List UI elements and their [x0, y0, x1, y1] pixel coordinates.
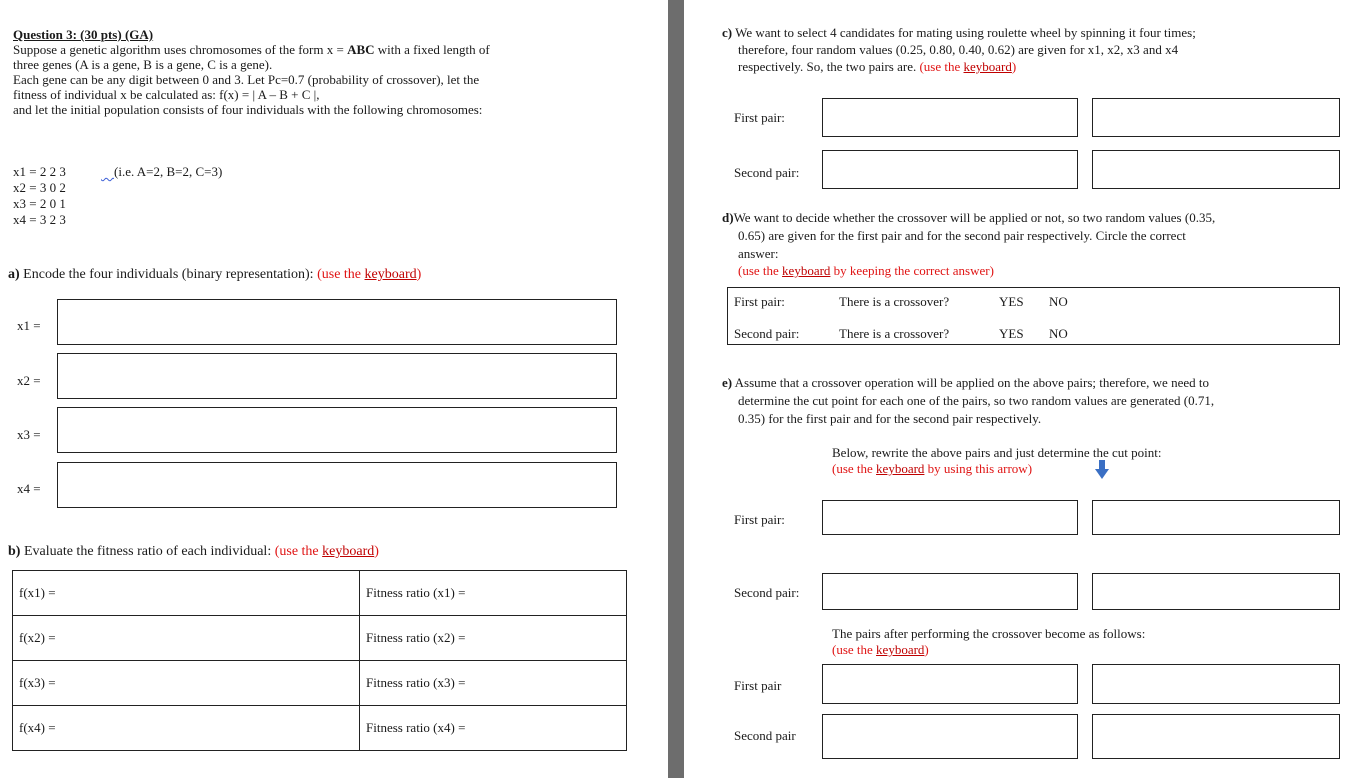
field-label-x1: x1 =: [17, 318, 41, 333]
c-first-pair-input-2[interactable]: [1092, 98, 1340, 137]
e-after-first-pair-input-2[interactable]: [1092, 664, 1340, 704]
field-label-x3: x3 =: [17, 427, 41, 442]
intro-line-1: Suppose a genetic algorithm uses chromosomes of the form x = ABC with a fixed length of: [13, 42, 490, 57]
intro-line-4: fitness of individual x be calculated as: f(x) = | A – B + C |,: [13, 87, 320, 102]
d-row-1-yes-option[interactable]: YES: [999, 294, 1024, 309]
intro-line-3: Each gene can be any digit between 0 and 3. Let Pc=0.7 (probability of crossover), let the: [13, 72, 480, 87]
part-e-first-pair-label: First pair:: [734, 512, 785, 527]
part-c-first-pair-label: First pair:: [734, 110, 785, 125]
individual-x4: x4 = 3 2 3: [13, 212, 66, 227]
fitness-ratio-x4-cell[interactable]: Fitness ratio (x4) =: [360, 706, 627, 751]
down-arrow-icon[interactable]: [1095, 460, 1109, 480]
f-x2-cell[interactable]: f(x2) =: [13, 616, 360, 661]
e-second-pair-input-2[interactable]: [1092, 573, 1340, 610]
fitness-ratio-x1-cell[interactable]: Fitness ratio (x1) =: [360, 571, 627, 616]
part-e-hint-2: (use the keyboard): [832, 642, 929, 657]
part-e-line-1: e) Assume that a crossover operation will be applied on the above pairs; therefore, we need to: [722, 375, 1209, 390]
field-label-x4: x4 =: [17, 481, 41, 496]
fitness-ratio-x2-cell[interactable]: Fitness ratio (x2) =: [360, 616, 627, 661]
c-second-pair-input-2[interactable]: [1092, 150, 1340, 189]
part-e-instruction: Below, rewrite the above pairs and just determine the cut point:: [832, 445, 1162, 460]
e-after-second-pair-input-1[interactable]: [822, 714, 1078, 759]
part-e-line-2: determine the cut point for each one of the pairs, so two random values are generated (0.71,: [738, 393, 1215, 408]
table-row: [13, 571, 627, 616]
part-d-hint: (use the keyboard by keeping the correct answer): [738, 263, 994, 278]
d-row-2-pair: Second pair:: [734, 326, 800, 341]
e-after-second-pair-input-2[interactable]: [1092, 714, 1340, 759]
page-gutter: [668, 0, 684, 778]
part-e-second-pair-label: Second pair:: [734, 585, 800, 600]
individual-x3: x3 = 2 0 1: [13, 196, 66, 211]
question-title: Question 3: (30 pts) (GA): [13, 27, 154, 42]
e-after-first-pair-input-1[interactable]: [822, 664, 1078, 704]
intro-line-5: and let the initial population consists of four individuals with the following chromosomes:: [13, 102, 483, 117]
d-row-2-yes-option[interactable]: YES: [999, 326, 1024, 341]
x3-encoding-input[interactable]: [57, 407, 617, 453]
part-c-second-pair-label: Second pair:: [734, 165, 800, 180]
table-row: [13, 616, 627, 661]
individual-x2: x2 = 3 0 2: [13, 180, 66, 195]
part-e-line-3: 0.35) for the first pair and for the second pair respectively.: [738, 411, 1042, 426]
x2-encoding-input[interactable]: [57, 353, 617, 399]
part-a-heading: a) Encode the four individuals (binary representation): (use the keyboard): [8, 267, 422, 282]
e-first-pair-input-2[interactable]: [1092, 500, 1340, 535]
e-first-pair-input-1[interactable]: [822, 500, 1078, 535]
c-first-pair-input-1[interactable]: [822, 98, 1078, 137]
part-c-line-1: c) We want to select 4 candidates for mating using roulette wheel by spinning it four times;: [722, 25, 1196, 40]
part-e-second-pair-after-label: Second pair: [734, 728, 796, 743]
crossover-decision-box: [727, 287, 1340, 345]
part-d-line-1: d)We want to decide whether the crossover will be applied or not, so two random values (0.35,: [722, 210, 1216, 225]
d-row-1-no-option[interactable]: NO: [1049, 294, 1068, 309]
part-a-hint: (use the keyboard): [317, 267, 422, 282]
field-label-x2: x2 =: [17, 373, 41, 388]
part-b-hint: (use the keyboard): [274, 544, 379, 559]
d-row-1-question: There is a crossover?: [839, 294, 950, 309]
f-x3-cell[interactable]: f(x3) =: [13, 661, 360, 706]
f-x1-cell[interactable]: f(x1) =: [13, 571, 360, 616]
fitness-table: [12, 570, 627, 751]
table-row: [13, 661, 627, 706]
d-row-2-question: There is a crossover?: [839, 326, 950, 341]
part-c-hint: (use the keyboard): [919, 59, 1017, 74]
fitness-ratio-x3-cell[interactable]: Fitness ratio (x3) =: [360, 661, 627, 706]
table-row: [13, 706, 627, 751]
part-e-hint: (use the keyboard by using this arrow): [832, 461, 1033, 476]
e-second-pair-input-1[interactable]: [822, 573, 1078, 610]
part-e-first-pair-after-label: First pair: [734, 678, 782, 693]
x4-encoding-input[interactable]: [57, 462, 617, 508]
d-row-2-no-option[interactable]: NO: [1049, 326, 1068, 341]
part-e-after-text: The pairs after performing the crossover become as follows:: [832, 626, 1146, 641]
part-c-line-3: respectively. So, the two pairs are. (use the keyboard): [738, 59, 1017, 74]
part-d-line-3: answer:: [738, 246, 779, 261]
part-c-line-2: therefore, four random values (0.25, 0.80, 0.40, 0.62) are given for x1, x2, x3 and x4: [738, 42, 1179, 57]
individual-x1: x1 = 2 2 3: [13, 164, 66, 179]
d-row-1-pair: First pair:: [734, 294, 785, 309]
f-x4-cell[interactable]: f(x4) =: [13, 706, 360, 751]
x1-encoding-input[interactable]: [57, 299, 617, 345]
example-note: (i.e. A=2, B=2, C=3): [114, 164, 223, 179]
part-b-heading: b) Evaluate the fitness ratio of each individual: (use the keyboard): [8, 544, 379, 559]
intro-line-2: three genes (A is a gene, B is a gene, C is a gene).: [13, 57, 273, 72]
part-d-line-2: 0.65) are given for the first pair and for the second pair respectively. Circle the correct: [738, 228, 1186, 243]
c-second-pair-input-1[interactable]: [822, 150, 1078, 189]
